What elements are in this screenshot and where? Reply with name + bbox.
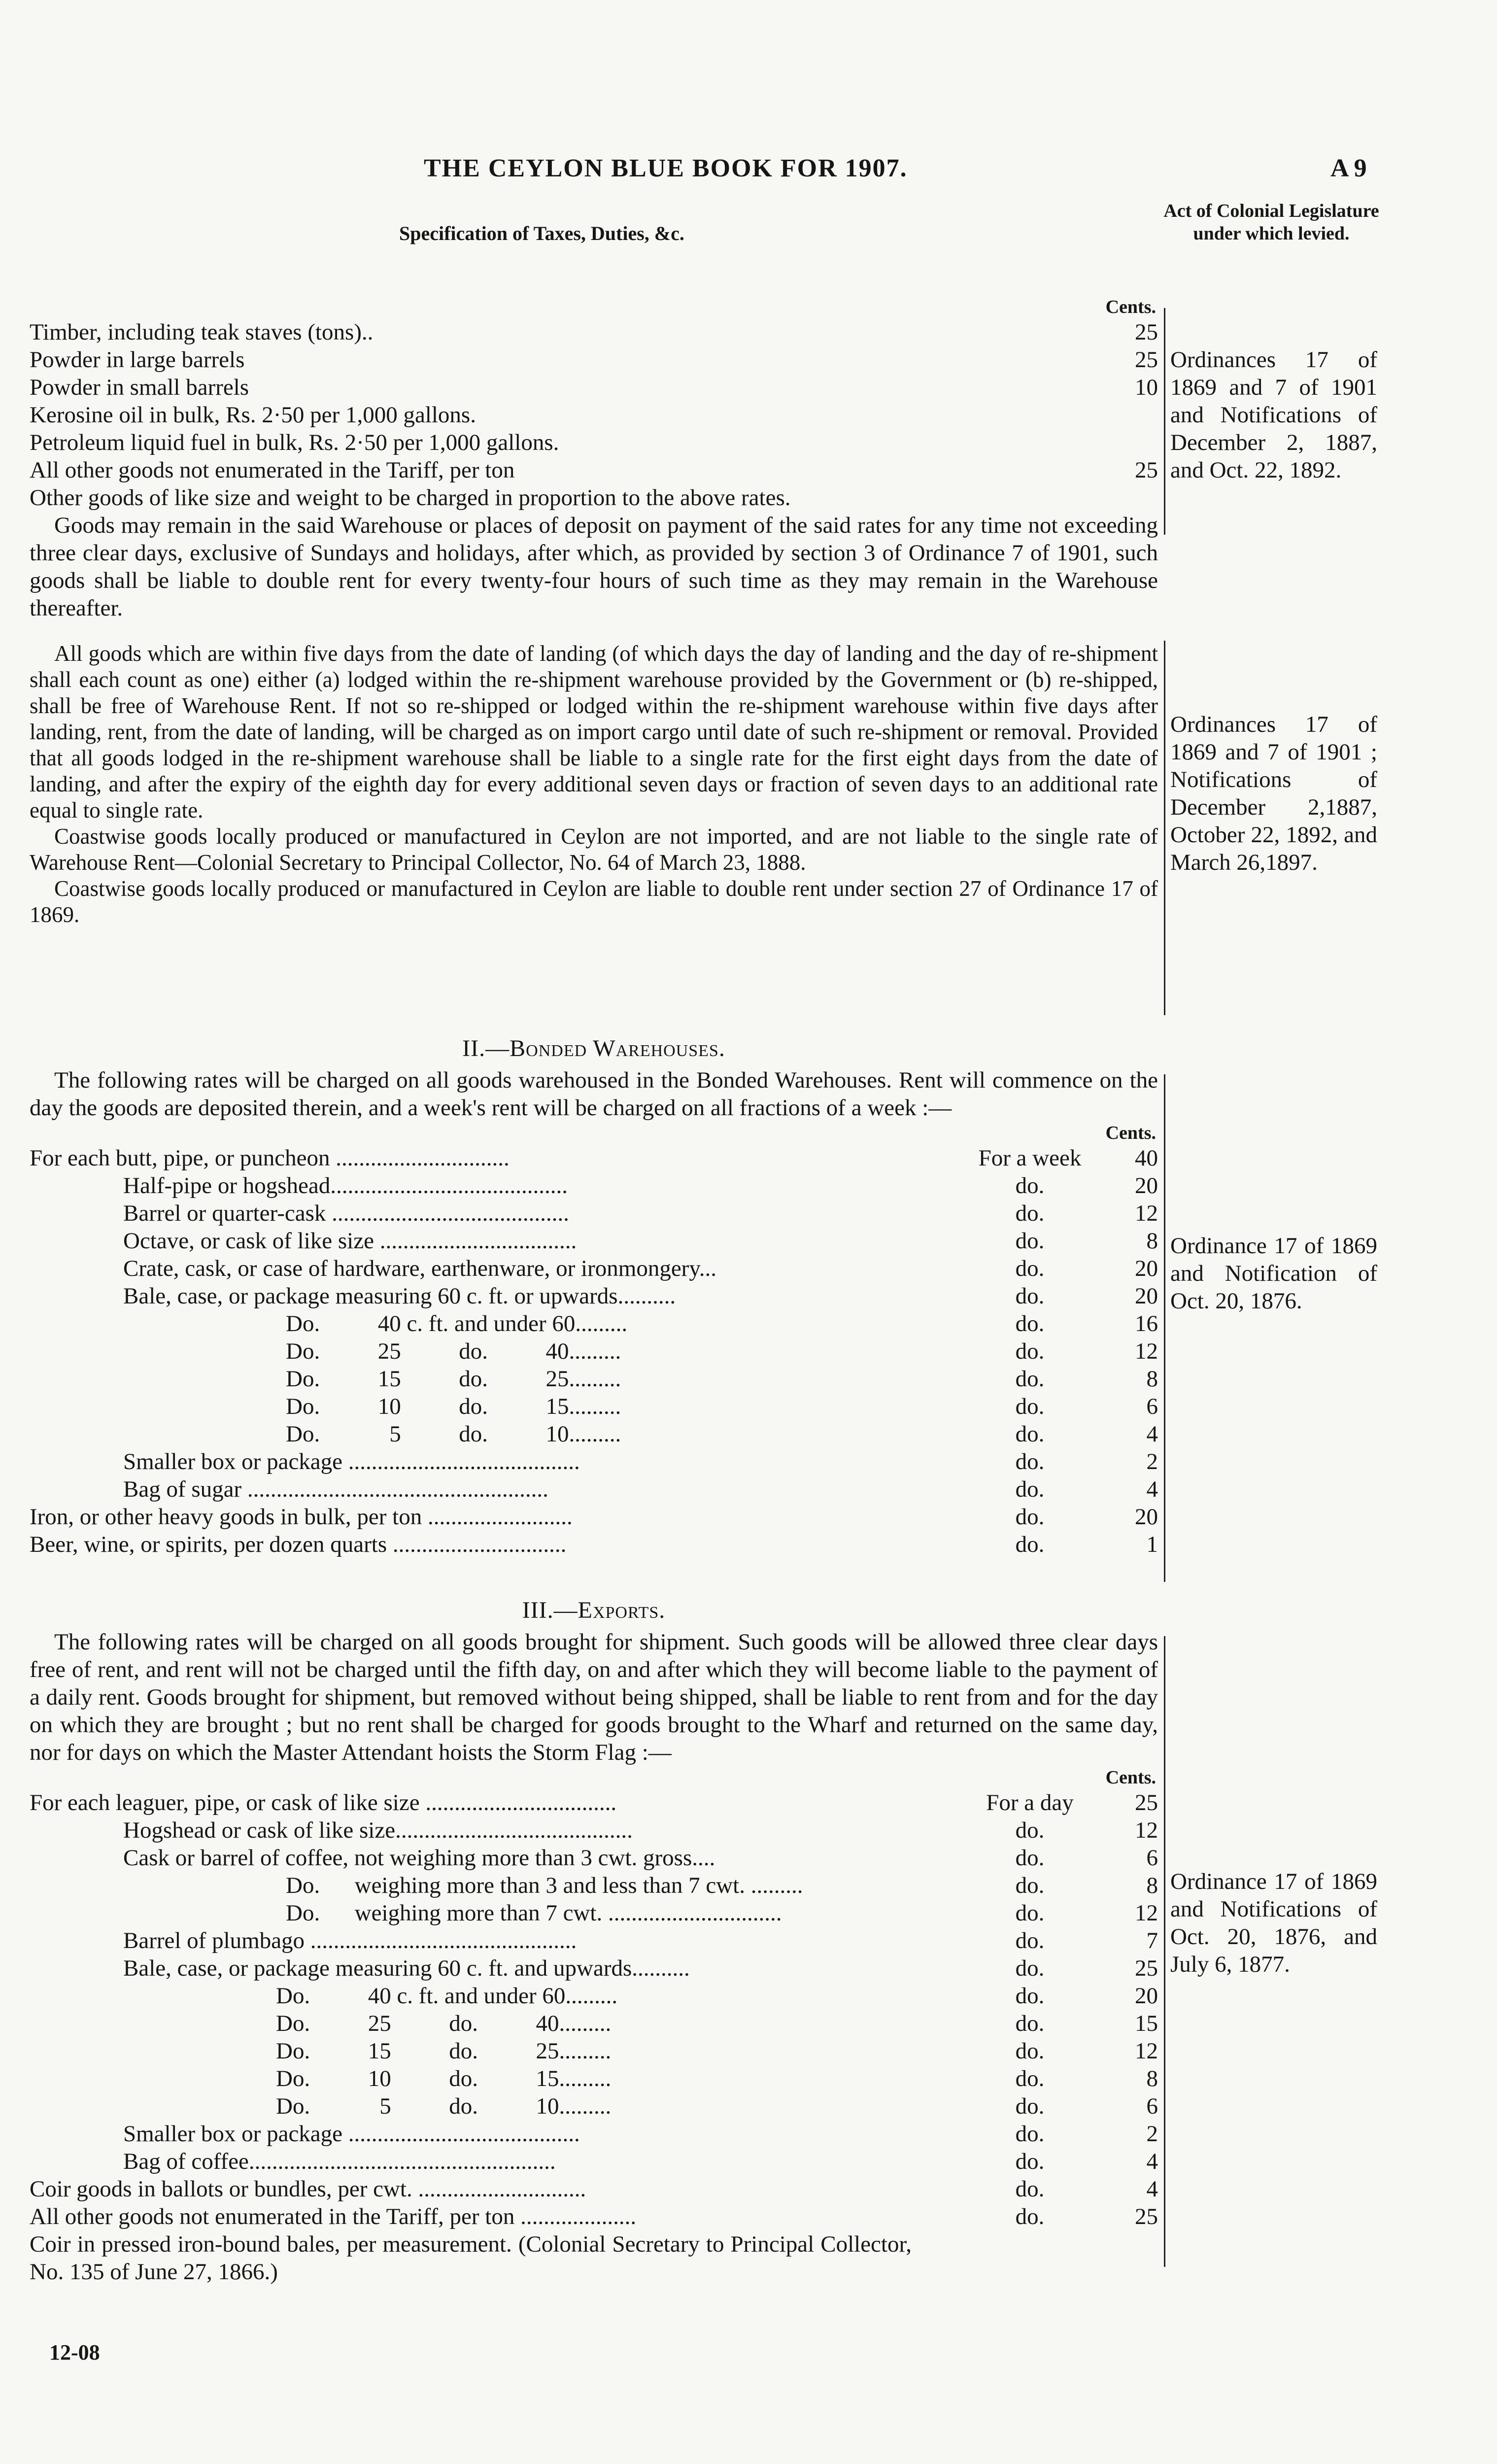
table-row — [30, 1448, 1158, 1475]
row-period: do. — [1015, 2204, 1045, 2229]
row-cents: 7 — [1146, 1928, 1158, 1953]
section-warehouse-rates — [30, 296, 1158, 622]
table-row — [30, 401, 1158, 429]
row-period: do. — [1015, 1200, 1045, 1226]
side-note: Ordinances 17 of 1869 and 7 of 1901 ; Notifications of December 2,1887, October 22, 1892, and March 26,1897. — [1170, 712, 1377, 875]
row-description: Do. weighing more than 7 cwt. .............................. — [286, 1900, 782, 1926]
table-row — [30, 2175, 1158, 2203]
row-description: Bale, case, or package measuring 60 c. ft. or upwards.......... — [123, 1283, 676, 1309]
row-description: Powder in large barrels — [30, 347, 245, 373]
row-description: Crate, cask, or case of hardware, earthenware, or ironmongery... — [123, 1256, 717, 1281]
row-period: do. — [1015, 2038, 1045, 2064]
paragraph: Coastwise goods locally produced or manufactured in Ceylon are not imported, and are not liable to the single rate of Warehouse Rent—Colonial Secretary to Principal Collector, No. 64 of March 23, 1888. — [30, 824, 1158, 875]
table-row — [30, 456, 1158, 484]
row-description: Do. 5 do. 10......... — [286, 1421, 621, 1447]
section-bonded-warehouses — [30, 1030, 1158, 1558]
row-description: For each leaguer, pipe, or cask of like size ................................. — [30, 1790, 617, 1815]
table-row — [30, 2203, 1158, 2230]
table-row — [30, 1420, 1158, 1448]
row-cents: 20 — [1135, 1256, 1158, 1281]
table-row — [30, 1872, 1158, 1899]
row-cents: 10 — [1135, 375, 1158, 400]
row-description: Petroleum liquid fuel in bulk, Rs. 2·50 per 1,000 gallons. — [30, 430, 559, 455]
table-row — [30, 1282, 1158, 1310]
row-description: Do. 10 do. 15......... — [286, 1394, 621, 1419]
row-cents: 20 — [1135, 1983, 1158, 2009]
paragraph: Coastwise goods locally produced or manufactured in Ceylon are liable to double rent under section 27 of Ordinance 17 of 1869. — [30, 876, 1158, 927]
brace — [1159, 641, 1165, 1015]
row-description: All other goods not enumerated in the Tariff, per ton .................... — [30, 2204, 637, 2229]
row-period: do. — [1015, 1873, 1045, 1898]
row-cents: 12 — [1135, 2038, 1158, 2064]
row-description: Do. 25 do. 40......... — [286, 1338, 621, 1364]
row-cents: 25 — [1135, 1790, 1158, 1815]
row-cents: 40 — [1135, 1145, 1158, 1171]
side-note: Ordinance 17 of 1869 and Notification of Oct. 20, 1876. — [1170, 1233, 1377, 1314]
row-period: do. — [1015, 1173, 1045, 1198]
table-row — [30, 1789, 1158, 1816]
cents-header: Cents. — [1105, 1123, 1156, 1143]
row-cents: 8 — [1146, 1366, 1158, 1392]
row-cents: 4 — [1146, 2149, 1158, 2174]
row-period: do. — [1015, 2149, 1045, 2174]
signature-code: 12-08 — [49, 2340, 100, 2364]
side-note: Ordinance 17 of 1869 and Notifications of Oct. 20, 1876, and July 6, 1877. — [1170, 1869, 1377, 1977]
row-cents: 25 — [1135, 1955, 1158, 1981]
row-description: Powder in small barrels — [30, 375, 249, 400]
table-row — [30, 1337, 1158, 1365]
row-period: do. — [1015, 1983, 1045, 2009]
row-description: Do. 5 do. 10......... — [276, 2093, 612, 2119]
spec-heading: Specification of Taxes, Duties, &c. — [399, 222, 684, 244]
table-row — [30, 318, 1158, 346]
row-period: do. — [1015, 2093, 1045, 2119]
paragraph: Goods may remain in the said Warehouse or places of deposit on payment of the said rates for any time not exceeding three clear days, exclusive of Sundays and holidays, after which, as provided by section 3 of Ordinance 7 of 1901, such goods shall be liable to double rent for every twenty-four hours of such time as they may remain in the Warehouse thereafter. — [30, 513, 1158, 621]
section-heading: II.—Bonded Warehouses. — [462, 1035, 725, 1061]
row-cents: 12 — [1135, 1338, 1158, 1364]
row-description: Do. 40 c. ft. and under 60......... — [286, 1311, 628, 1336]
table-row — [30, 1927, 1158, 1954]
brace — [1159, 1636, 1165, 2267]
row-period: do. — [1015, 1311, 1045, 1336]
row-description: Kerosine oil in bulk, Rs. 2·50 per 1,000 gallons. — [30, 402, 476, 428]
row-cents: 20 — [1135, 1504, 1158, 1530]
row-cents: 12 — [1135, 1817, 1158, 1843]
row-cents: 25 — [1135, 319, 1158, 345]
row-period: For a day — [986, 1790, 1074, 1815]
row-description: Do. 15 do. 25......... — [276, 2038, 612, 2064]
row-description: Do. 10 do. 15......... — [276, 2066, 612, 2091]
side-note: Ordinances 17 of 1869 and 7 of 1901 and Notifications of December 2, 1887, and Oct. 22, 1892. — [1170, 347, 1377, 483]
row-cents: 20 — [1135, 1173, 1158, 1198]
row-period: do. — [1015, 1421, 1045, 1447]
row-cents: 4 — [1146, 1421, 1158, 1447]
table-row — [30, 1982, 1158, 2010]
brace — [1159, 308, 1165, 535]
brace — [1159, 1074, 1165, 1582]
row-description: Do. 25 do. 40......... — [276, 2011, 612, 2036]
paragraph: The following rates will be charged on all goods warehoused in the Bonded Warehouses. Rent will commence on the day the goods are deposited therein, and a week's rent will be charged on all fractions of a week :— — [30, 1067, 1158, 1121]
table-row — [30, 1365, 1158, 1393]
row-description: Cask or barrel of coffee, not weighing more than 3 cwt. gross.... — [123, 1845, 715, 1871]
act-column-heading: Act of Colonial Legislature under which levied. — [1163, 201, 1379, 244]
page-title: THE CEYLON BLUE BOOK FOR 1907. — [424, 154, 908, 182]
row-description: Octave, or cask of like size .................................. — [123, 1228, 577, 1254]
table-row — [30, 1844, 1158, 1872]
row-cents: 8 — [1146, 2066, 1158, 2091]
cents-header: Cents. — [1105, 1767, 1156, 1788]
row-description: Smaller box or package ........................................ — [123, 2121, 580, 2147]
row-cents: 6 — [1146, 1394, 1158, 1419]
row-period: do. — [1015, 1845, 1045, 1871]
table-row — [30, 374, 1158, 401]
row-cents: 8 — [1146, 1228, 1158, 1254]
rate-table — [30, 1144, 1158, 1558]
page-number: A 9 — [1330, 154, 1367, 182]
table-row — [30, 1199, 1158, 1227]
row-description: Do. weighing more than 3 and less than 7 cwt. ......... — [286, 1873, 803, 1898]
cents-header: Cents. — [1105, 297, 1156, 317]
row-cents: 2 — [1146, 2121, 1158, 2147]
section-heading: III.—Exports. — [522, 1597, 666, 1623]
row-cents: 1 — [1146, 1532, 1158, 1557]
row-description: Barrel or quarter-cask ......................................... — [123, 1200, 569, 1226]
table-row — [30, 346, 1158, 374]
row-description: Smaller box or package ........................................ — [123, 1449, 580, 1474]
row-description: Barrel of plumbago .............................................. — [123, 1928, 577, 1953]
table-row — [30, 1475, 1158, 1503]
row-period: do. — [1015, 2176, 1045, 2202]
table-row — [30, 2120, 1158, 2148]
row-cents: 25 — [1135, 347, 1158, 373]
row-cents: 6 — [1146, 1845, 1158, 1871]
paragraph: The following rates will be charged on all goods brought for shipment. Such goods will be allowed three clear days free of rent, and rent will not be charged until the fifth day, on and after which they will become liable to the payment of a daily rent. Goods brought for shipment, but removed without being shipped, shall be liable to rent from and for the day on which they are brought ; but no rent shall be charged for goods brought to the Wharf and returned on the same day, nor for days on which the Master Attendant hoists the Storm Flag :— — [30, 1629, 1158, 1765]
row-description: Bale, case, or package measuring 60 c. ft. and upwards.......... — [123, 1955, 690, 1981]
table-row — [30, 1531, 1158, 1558]
row-period: do. — [1015, 1504, 1045, 1530]
row-period: For a week — [978, 1145, 1082, 1171]
table-row — [30, 1899, 1158, 1927]
table-row — [30, 2010, 1158, 2037]
section-exports — [30, 1592, 1158, 2286]
row-description: Coir goods in ballots or bundles, per cwt. ............................. — [30, 2176, 586, 2202]
rate-table — [30, 318, 1158, 484]
row-period: do. — [1015, 1228, 1045, 1254]
table-row — [30, 1816, 1158, 1844]
row-period: do. — [1015, 1817, 1045, 1843]
paragraph: Coir in pressed iron-bound bales, per measurement. (Colonial Secretary to Principal Collector, No. 135 of June 27, 1866.) — [30, 2231, 912, 2285]
table-row — [30, 1503, 1158, 1531]
row-period: do. — [1015, 2011, 1045, 2036]
row-description: Iron, or other heavy goods in bulk, per ton ......................... — [30, 1504, 573, 1530]
row-description: Timber, including teak staves (tons).. — [30, 319, 374, 345]
row-cents: 15 — [1135, 2011, 1158, 2036]
row-cents: 6 — [1146, 2093, 1158, 2119]
table-row — [30, 1144, 1158, 1172]
row-period: do. — [1015, 2066, 1045, 2091]
rate-table — [30, 1789, 1158, 2230]
row-period: do. — [1015, 1338, 1045, 1364]
row-period: do. — [1015, 1476, 1045, 1502]
row-period: do. — [1015, 1900, 1045, 1926]
table-row — [30, 1227, 1158, 1255]
row-period: do. — [1015, 1928, 1045, 1953]
table-row — [30, 2065, 1158, 2092]
table-row — [30, 1172, 1158, 1199]
row-description: Do. 40 c. ft. and under 60......... — [276, 1983, 618, 2009]
row-period: do. — [1015, 1256, 1045, 1281]
table-row — [30, 2037, 1158, 2065]
row-cents: 8 — [1146, 1873, 1158, 1898]
row-period: do. — [1015, 2121, 1045, 2147]
row-cents: 4 — [1146, 1476, 1158, 1502]
table-row — [30, 1954, 1158, 1982]
row-cents: 12 — [1135, 1900, 1158, 1926]
row-cents: 25 — [1135, 457, 1158, 483]
row-description: Bag of coffee..................................................... — [123, 2149, 556, 2174]
table-row — [30, 2092, 1158, 2120]
paragraph: Other goods of like size and weight to be charged in proportion to the above rates. — [30, 485, 791, 511]
row-period: do. — [1015, 1283, 1045, 1309]
row-cents: 2 — [1146, 1449, 1158, 1474]
row-period: do. — [1015, 1955, 1045, 1981]
row-period: do. — [1015, 1449, 1045, 1474]
row-description: Bag of sugar .................................................... — [123, 1476, 548, 1502]
table-row — [30, 1393, 1158, 1420]
paragraph: All goods which are within five days from the date of landing (of which days the day of landing and the day of re-shipment shall each count as one) either (a) lodged within the re-shipment warehouse provided by the Government or (b) re-shipped, shall be free of Warehouse Rent. If not so re-shipped or lodged within the re-shipment warehouse within five days after landing, rent, from the date of landing, will be charged as on import cargo until date of such re-shipment or removal. Provided that all goods lodged in the re-shipment warehouse shall be liable to a single rate for the first eight days from the date of landing, and after the expiry of the eighth day for every additional seven days or fraction of seven days to an additional rate equal to single rate. — [30, 641, 1158, 822]
row-period: do. — [1015, 1366, 1045, 1392]
row-period: do. — [1015, 1394, 1045, 1419]
row-description: Half-pipe or hogshead......................................... — [123, 1173, 568, 1198]
row-description: Do. 15 do. 25......... — [286, 1366, 621, 1392]
row-period: do. — [1015, 1532, 1045, 1557]
row-cents: 4 — [1146, 2176, 1158, 2202]
row-description: Beer, wine, or spirits, per dozen quarts .............................. — [30, 1532, 567, 1557]
row-description: Hogshead or cask of like size......................................... — [123, 1817, 633, 1843]
table-row — [30, 1255, 1158, 1282]
row-cents: 20 — [1135, 1283, 1158, 1309]
table-row — [30, 429, 1158, 456]
row-cents: 25 — [1135, 2204, 1158, 2229]
row-description: All other goods not enumerated in the Tariff, per ton — [30, 457, 515, 483]
row-description: For each butt, pipe, or puncheon .............................. — [30, 1145, 510, 1171]
row-cents: 12 — [1135, 1200, 1158, 1226]
row-cents: 16 — [1135, 1311, 1158, 1336]
section-reshipment — [30, 641, 1158, 928]
table-row — [30, 2148, 1158, 2175]
table-row — [30, 1310, 1158, 1337]
